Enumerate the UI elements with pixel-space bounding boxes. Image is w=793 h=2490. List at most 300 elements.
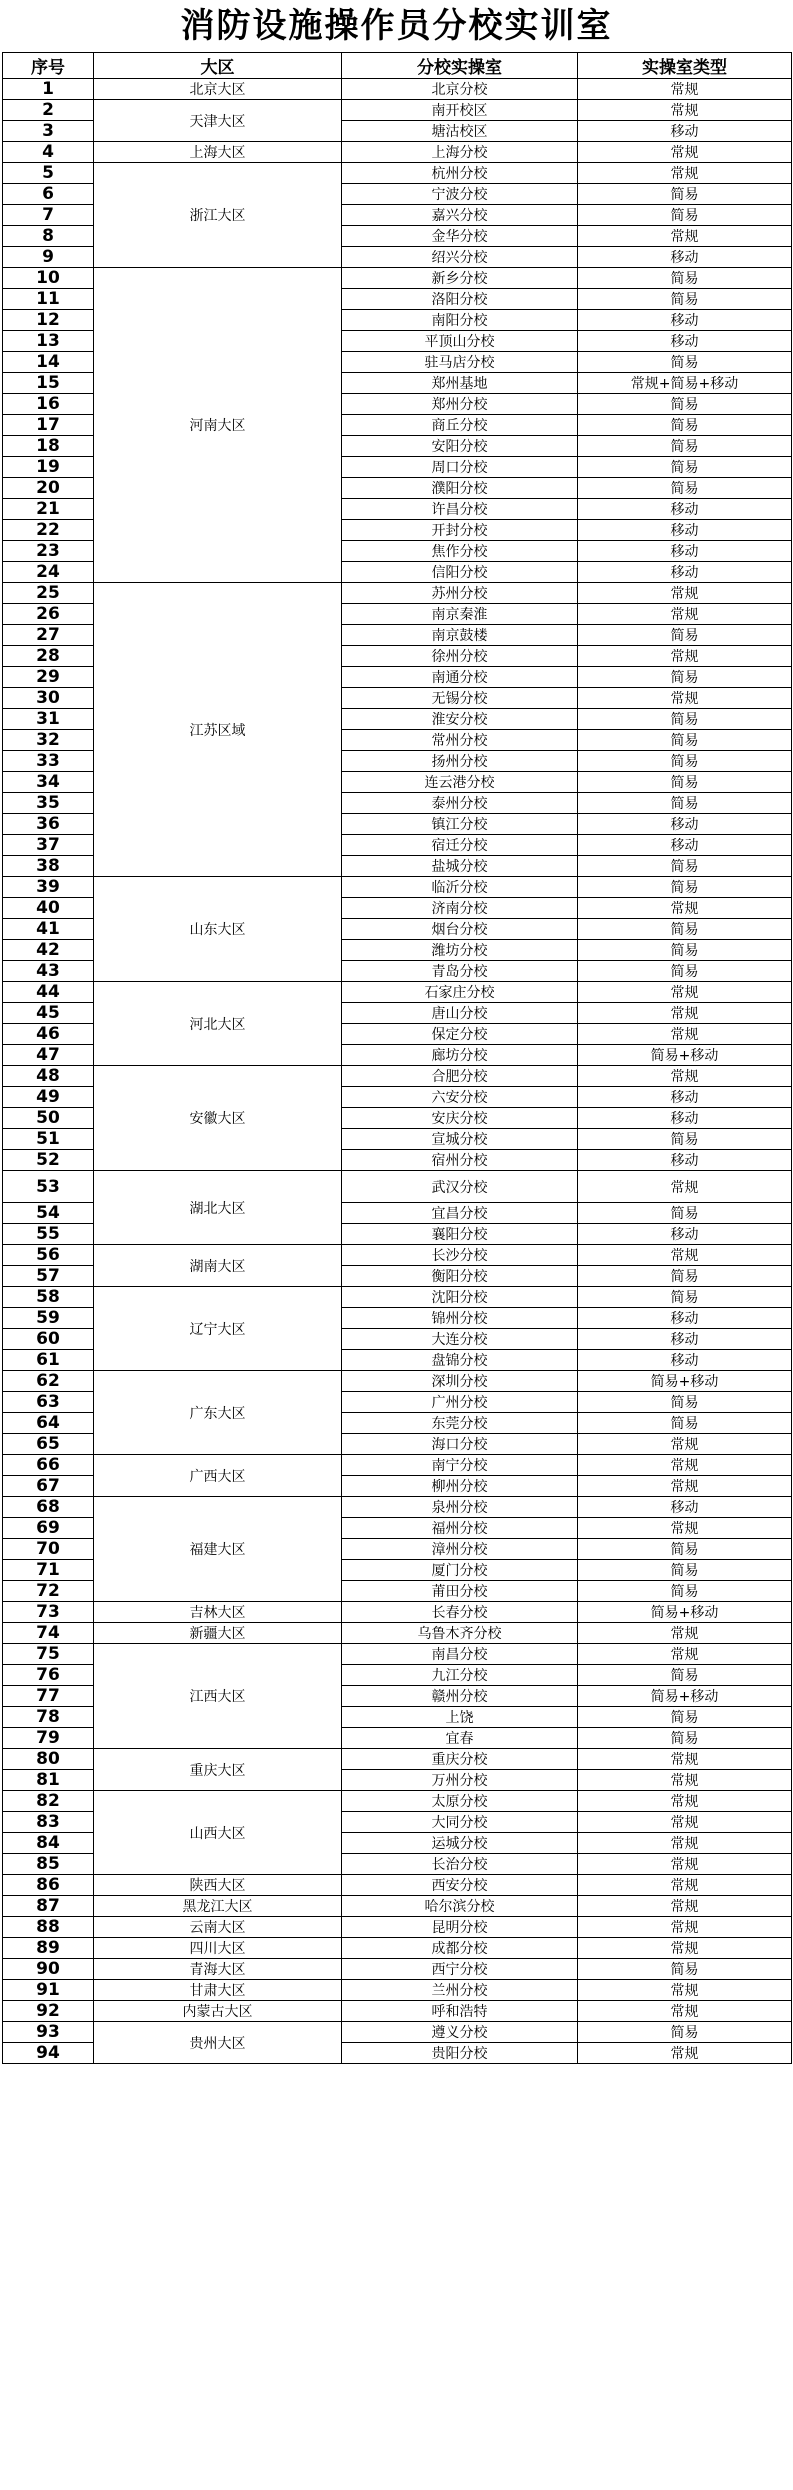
branch-room-cell: 南昌分校 (342, 1644, 578, 1665)
branch-room-cell: 漳州分校 (342, 1539, 578, 1560)
branch-room-cell: 上饶 (342, 1707, 578, 1728)
row-index: 78 (3, 1707, 94, 1728)
row-index: 55 (3, 1224, 94, 1245)
room-type-cell: 移动 (578, 835, 792, 856)
region-cell: 江苏区域 (94, 583, 342, 877)
branch-room-cell: 广州分校 (342, 1392, 578, 1413)
row-index: 63 (3, 1392, 94, 1413)
row-index: 33 (3, 751, 94, 772)
room-type-cell: 常规 (578, 1003, 792, 1024)
region-cell: 山东大区 (94, 877, 342, 982)
room-type-cell: 简易 (578, 436, 792, 457)
row-index: 34 (3, 772, 94, 793)
room-type-cell: 简易 (578, 478, 792, 499)
branch-room-cell: 郑州基地 (342, 373, 578, 394)
table-row (3, 268, 792, 289)
region-cell: 四川大区 (94, 1938, 342, 1959)
branch-room-cell: 厦门分校 (342, 1560, 578, 1581)
branch-room-cell: 南通分校 (342, 667, 578, 688)
room-type-cell: 简易 (578, 1392, 792, 1413)
room-type-cell: 常规 (578, 583, 792, 604)
branch-room-cell: 宿迁分校 (342, 835, 578, 856)
room-type-cell: 简易 (578, 1707, 792, 1728)
room-type-cell: 简易 (578, 772, 792, 793)
branch-room-cell: 塘沽校区 (342, 121, 578, 142)
room-type-cell: 常规 (578, 1833, 792, 1854)
room-type-cell: 移动 (578, 541, 792, 562)
branch-room-cell: 南京鼓楼 (342, 625, 578, 646)
row-index: 82 (3, 1791, 94, 1812)
room-type-cell: 简易 (578, 961, 792, 982)
branch-room-cell: 乌鲁木齐分校 (342, 1623, 578, 1644)
row-index: 44 (3, 982, 94, 1003)
region-cell: 山西大区 (94, 1791, 342, 1875)
branch-room-cell: 长治分校 (342, 1854, 578, 1875)
row-index: 73 (3, 1602, 94, 1623)
room-type-cell: 简易 (578, 205, 792, 226)
branch-room-cell: 烟台分校 (342, 919, 578, 940)
row-index: 23 (3, 541, 94, 562)
table-row (3, 982, 792, 1003)
branch-room-cell: 信阳分校 (342, 562, 578, 583)
row-index: 57 (3, 1266, 94, 1287)
row-index: 90 (3, 1959, 94, 1980)
branch-room-cell: 金华分校 (342, 226, 578, 247)
branch-room-cell: 上海分校 (342, 142, 578, 163)
branch-room-cell: 济南分校 (342, 898, 578, 919)
branch-room-cell: 襄阳分校 (342, 1224, 578, 1245)
row-index: 24 (3, 562, 94, 583)
row-index: 50 (3, 1108, 94, 1129)
region-cell: 陕西大区 (94, 1875, 342, 1896)
row-index: 25 (3, 583, 94, 604)
region-cell: 吉林大区 (94, 1602, 342, 1623)
branch-room-cell: 平顶山分校 (342, 331, 578, 352)
branch-room-cell: 九江分校 (342, 1665, 578, 1686)
row-index: 2 (3, 100, 94, 121)
room-type-cell: 常规 (578, 898, 792, 919)
room-type-cell: 常规 (578, 1854, 792, 1875)
branch-room-cell: 宜昌分校 (342, 1203, 578, 1224)
row-index: 39 (3, 877, 94, 898)
table-row (3, 1171, 792, 1203)
row-index: 14 (3, 352, 94, 373)
room-type-cell: 移动 (578, 1224, 792, 1245)
branch-room-cell: 洛阳分校 (342, 289, 578, 310)
room-type-cell: 常规 (578, 1245, 792, 1266)
branch-room-cell: 安庆分校 (342, 1108, 578, 1129)
row-index: 45 (3, 1003, 94, 1024)
row-index: 93 (3, 2022, 94, 2043)
room-type-cell: 简易 (578, 352, 792, 373)
branch-room-cell: 合肥分校 (342, 1066, 578, 1087)
branch-room-cell: 绍兴分校 (342, 247, 578, 268)
row-index: 87 (3, 1896, 94, 1917)
room-type-cell: 常规 (578, 646, 792, 667)
branch-room-cell: 长沙分校 (342, 1245, 578, 1266)
branch-room-cell: 长春分校 (342, 1602, 578, 1623)
region-cell: 贵州大区 (94, 2022, 342, 2064)
page-title: 消防设施操作员分校实训室 (180, 6, 613, 46)
room-type-cell: 常规 (578, 1623, 792, 1644)
table-row (3, 1749, 792, 1770)
room-type-cell: 移动 (578, 1150, 792, 1171)
branch-room-cell: 宿州分校 (342, 1150, 578, 1171)
room-type-cell: 移动 (578, 1087, 792, 1108)
row-index: 67 (3, 1476, 94, 1497)
table-row (3, 100, 792, 121)
row-index: 56 (3, 1245, 94, 1266)
table-row (3, 1287, 792, 1308)
row-index: 59 (3, 1308, 94, 1329)
room-type-cell: 常规 (578, 1024, 792, 1045)
branch-room-cell: 北京分校 (342, 79, 578, 100)
region-cell: 河南大区 (94, 268, 342, 583)
room-type-cell: 常规 (578, 1434, 792, 1455)
branch-room-cell: 开封分校 (342, 520, 578, 541)
branch-room-cell: 扬州分校 (342, 751, 578, 772)
room-type-cell: 简易 (578, 856, 792, 877)
branch-room-cell: 临沂分校 (342, 877, 578, 898)
region-cell: 福建大区 (94, 1497, 342, 1602)
row-index: 29 (3, 667, 94, 688)
region-cell: 江西大区 (94, 1644, 342, 1749)
branch-room-cell: 赣州分校 (342, 1686, 578, 1707)
room-type-cell: 常规 (578, 1938, 792, 1959)
branch-room-cell: 太原分校 (342, 1791, 578, 1812)
branch-room-cell: 许昌分校 (342, 499, 578, 520)
room-type-cell: 简易 (578, 457, 792, 478)
row-index: 26 (3, 604, 94, 625)
row-index: 54 (3, 1203, 94, 1224)
room-type-cell: 简易 (578, 1728, 792, 1749)
table-row (3, 1980, 792, 2001)
row-index: 19 (3, 457, 94, 478)
branch-room-cell: 六安分校 (342, 1087, 578, 1108)
row-index: 70 (3, 1539, 94, 1560)
room-type-cell: 常规 (578, 226, 792, 247)
room-type-cell: 简易 (578, 1539, 792, 1560)
row-index: 17 (3, 415, 94, 436)
row-index: 47 (3, 1045, 94, 1066)
row-index: 58 (3, 1287, 94, 1308)
branch-room-cell: 大连分校 (342, 1329, 578, 1350)
room-type-cell: 移动 (578, 121, 792, 142)
row-index: 31 (3, 709, 94, 730)
branch-room-cell: 南开校区 (342, 100, 578, 121)
row-index: 86 (3, 1875, 94, 1896)
row-index: 71 (3, 1560, 94, 1581)
row-index: 75 (3, 1644, 94, 1665)
room-type-cell: 简易 (578, 751, 792, 772)
branch-room-cell: 南宁分校 (342, 1455, 578, 1476)
branch-room-cell: 福州分校 (342, 1518, 578, 1539)
branch-room-cell: 武汉分校 (342, 1171, 578, 1203)
room-type-cell: 简易 (578, 289, 792, 310)
room-type-cell: 简易 (578, 268, 792, 289)
branch-room-cell: 深圳分校 (342, 1371, 578, 1392)
room-type-cell: 常规 (578, 1476, 792, 1497)
room-type-cell: 简易 (578, 625, 792, 646)
row-index: 62 (3, 1371, 94, 1392)
table-row (3, 2022, 792, 2043)
region-cell: 浙江大区 (94, 163, 342, 268)
room-type-cell: 移动 (578, 499, 792, 520)
region-cell: 辽宁大区 (94, 1287, 342, 1371)
branch-room-cell: 西宁分校 (342, 1959, 578, 1980)
row-index: 30 (3, 688, 94, 709)
header-row (3, 53, 792, 79)
branch-room-cell: 潍坊分校 (342, 940, 578, 961)
table-row (3, 1875, 792, 1896)
row-index: 18 (3, 436, 94, 457)
room-type-cell: 简易 (578, 919, 792, 940)
header-room-type: 实操室类型 (578, 53, 792, 79)
room-type-cell: 移动 (578, 562, 792, 583)
room-type-cell: 简易 (578, 793, 792, 814)
room-type-cell: 简易 (578, 2022, 792, 2043)
branch-room-cell: 万州分校 (342, 1770, 578, 1791)
branch-room-cell: 呼和浩特 (342, 2001, 578, 2022)
row-index: 5 (3, 163, 94, 184)
room-type-cell: 常规 (578, 1980, 792, 2001)
row-index: 84 (3, 1833, 94, 1854)
table-row (3, 1623, 792, 1644)
branch-room-cell: 贵阳分校 (342, 2043, 578, 2064)
room-type-cell: 简易 (578, 730, 792, 751)
room-type-cell: 常规 (578, 1518, 792, 1539)
branch-room-cell: 保定分校 (342, 1024, 578, 1045)
row-index: 7 (3, 205, 94, 226)
table-row (3, 583, 792, 604)
row-index: 16 (3, 394, 94, 415)
row-index: 66 (3, 1455, 94, 1476)
row-index: 22 (3, 520, 94, 541)
branch-room-cell: 南阳分校 (342, 310, 578, 331)
room-type-cell: 常规+简易+移动 (578, 373, 792, 394)
row-index: 85 (3, 1854, 94, 1875)
row-index: 92 (3, 2001, 94, 2022)
region-cell: 安徽大区 (94, 1066, 342, 1171)
row-index: 79 (3, 1728, 94, 1749)
room-type-cell: 常规 (578, 1749, 792, 1770)
row-index: 20 (3, 478, 94, 499)
region-cell: 湖北大区 (94, 1171, 342, 1245)
row-index: 9 (3, 247, 94, 268)
branch-room-cell: 东莞分校 (342, 1413, 578, 1434)
room-type-cell: 简易+移动 (578, 1045, 792, 1066)
row-index: 91 (3, 1980, 94, 2001)
table-row (3, 1497, 792, 1518)
table-row (3, 877, 792, 898)
room-type-cell: 简易+移动 (578, 1602, 792, 1623)
room-type-cell: 简易 (578, 1959, 792, 1980)
row-index: 12 (3, 310, 94, 331)
region-cell: 黑龙江大区 (94, 1896, 342, 1917)
row-index: 94 (3, 2043, 94, 2064)
room-type-cell: 移动 (578, 331, 792, 352)
branch-room-cell: 连云港分校 (342, 772, 578, 793)
row-index: 65 (3, 1434, 94, 1455)
branch-room-cell: 宁波分校 (342, 184, 578, 205)
row-index: 72 (3, 1581, 94, 1602)
branch-room-cell: 哈尔滨分校 (342, 1896, 578, 1917)
row-index: 36 (3, 814, 94, 835)
room-type-cell: 常规 (578, 2001, 792, 2022)
room-type-cell: 常规 (578, 1875, 792, 1896)
row-index: 46 (3, 1024, 94, 1045)
row-index: 35 (3, 793, 94, 814)
branch-room-cell: 宜春 (342, 1728, 578, 1749)
room-type-cell: 简易 (578, 415, 792, 436)
room-type-cell: 常规 (578, 1812, 792, 1833)
row-index: 64 (3, 1413, 94, 1434)
room-type-cell: 常规 (578, 2043, 792, 2064)
row-index: 81 (3, 1770, 94, 1791)
room-type-cell: 简易 (578, 1560, 792, 1581)
branch-room-cell: 安阳分校 (342, 436, 578, 457)
room-type-cell: 常规 (578, 1171, 792, 1203)
branch-room-cell: 新乡分校 (342, 268, 578, 289)
room-type-cell: 移动 (578, 1497, 792, 1518)
branch-room-cell: 苏州分校 (342, 583, 578, 604)
room-type-cell: 常规 (578, 142, 792, 163)
branch-room-cell: 大同分校 (342, 1812, 578, 1833)
table-row (3, 1896, 792, 1917)
room-type-cell: 简易 (578, 877, 792, 898)
row-index: 3 (3, 121, 94, 142)
row-index: 10 (3, 268, 94, 289)
room-type-cell: 简易 (578, 1581, 792, 1602)
branch-room-cell: 无锡分校 (342, 688, 578, 709)
room-type-cell: 常规 (578, 1791, 792, 1812)
room-type-cell: 常规 (578, 1066, 792, 1087)
room-type-cell: 常规 (578, 1896, 792, 1917)
row-index: 21 (3, 499, 94, 520)
room-type-cell: 简易+移动 (578, 1371, 792, 1392)
room-type-cell: 简易 (578, 709, 792, 730)
table-row (3, 163, 792, 184)
row-index: 28 (3, 646, 94, 667)
branch-room-cell: 周口分校 (342, 457, 578, 478)
row-index: 69 (3, 1518, 94, 1539)
region-cell: 河北大区 (94, 982, 342, 1066)
row-index: 38 (3, 856, 94, 877)
room-type-cell: 简易 (578, 1129, 792, 1150)
branch-room-cell: 濮阳分校 (342, 478, 578, 499)
region-cell: 广东大区 (94, 1371, 342, 1455)
table-row (3, 1791, 792, 1812)
branch-room-cell: 郑州分校 (342, 394, 578, 415)
row-index: 89 (3, 1938, 94, 1959)
room-type-cell: 简易 (578, 394, 792, 415)
room-type-cell: 简易 (578, 940, 792, 961)
branch-room-cell: 重庆分校 (342, 1749, 578, 1770)
room-type-cell: 常规 (578, 604, 792, 625)
row-index: 37 (3, 835, 94, 856)
room-type-cell: 常规 (578, 1770, 792, 1791)
room-type-cell: 简易 (578, 1287, 792, 1308)
branch-room-cell: 泉州分校 (342, 1497, 578, 1518)
branch-room-cell: 衡阳分校 (342, 1266, 578, 1287)
row-index: 13 (3, 331, 94, 352)
row-index: 40 (3, 898, 94, 919)
table-row (3, 1938, 792, 1959)
room-type-cell: 移动 (578, 247, 792, 268)
room-type-cell: 移动 (578, 1350, 792, 1371)
row-index: 74 (3, 1623, 94, 1644)
row-index: 52 (3, 1150, 94, 1171)
room-type-cell: 简易 (578, 184, 792, 205)
region-cell: 北京大区 (94, 79, 342, 100)
room-type-cell: 移动 (578, 814, 792, 835)
table-row (3, 1455, 792, 1476)
row-index: 48 (3, 1066, 94, 1087)
room-type-cell: 移动 (578, 1329, 792, 1350)
room-type-cell: 常规 (578, 982, 792, 1003)
region-cell: 内蒙古大区 (94, 2001, 342, 2022)
branch-room-cell: 嘉兴分校 (342, 205, 578, 226)
training-room-table (2, 52, 792, 2064)
branch-room-cell: 淮安分校 (342, 709, 578, 730)
branch-room-cell: 杭州分校 (342, 163, 578, 184)
table-row (3, 2001, 792, 2022)
row-index: 88 (3, 1917, 94, 1938)
room-type-cell: 简易 (578, 1266, 792, 1287)
region-cell: 湖南大区 (94, 1245, 342, 1287)
branch-room-cell: 宣城分校 (342, 1129, 578, 1150)
row-index: 68 (3, 1497, 94, 1518)
row-index: 60 (3, 1329, 94, 1350)
room-type-cell: 常规 (578, 79, 792, 100)
room-type-cell: 移动 (578, 1108, 792, 1129)
row-index: 41 (3, 919, 94, 940)
region-cell: 青海大区 (94, 1959, 342, 1980)
region-cell: 上海大区 (94, 142, 342, 163)
room-type-cell: 常规 (578, 1917, 792, 1938)
branch-room-cell: 常州分校 (342, 730, 578, 751)
branch-room-cell: 驻马店分校 (342, 352, 578, 373)
room-type-cell: 简易 (578, 1413, 792, 1434)
room-type-cell: 简易 (578, 1665, 792, 1686)
region-cell: 云南大区 (94, 1917, 342, 1938)
branch-room-cell: 昆明分校 (342, 1917, 578, 1938)
table-row (3, 1245, 792, 1266)
header-branch-room: 分校实操室 (342, 53, 578, 79)
branch-room-cell: 镇江分校 (342, 814, 578, 835)
branch-room-cell: 泰州分校 (342, 793, 578, 814)
branch-room-cell: 盐城分校 (342, 856, 578, 877)
region-cell: 天津大区 (94, 100, 342, 142)
branch-room-cell: 石家庄分校 (342, 982, 578, 1003)
region-cell: 新疆大区 (94, 1623, 342, 1644)
branch-room-cell: 南京秦淮 (342, 604, 578, 625)
row-index: 53 (3, 1171, 94, 1203)
row-index: 51 (3, 1129, 94, 1150)
row-index: 6 (3, 184, 94, 205)
branch-room-cell: 唐山分校 (342, 1003, 578, 1024)
branch-room-cell: 青岛分校 (342, 961, 578, 982)
row-index: 42 (3, 940, 94, 961)
room-type-cell: 常规 (578, 1644, 792, 1665)
row-index: 4 (3, 142, 94, 163)
branch-room-cell: 廊坊分校 (342, 1045, 578, 1066)
branch-room-cell: 成都分校 (342, 1938, 578, 1959)
branch-room-cell: 运城分校 (342, 1833, 578, 1854)
row-index: 15 (3, 373, 94, 394)
table-row (3, 142, 792, 163)
branch-room-cell: 西安分校 (342, 1875, 578, 1896)
